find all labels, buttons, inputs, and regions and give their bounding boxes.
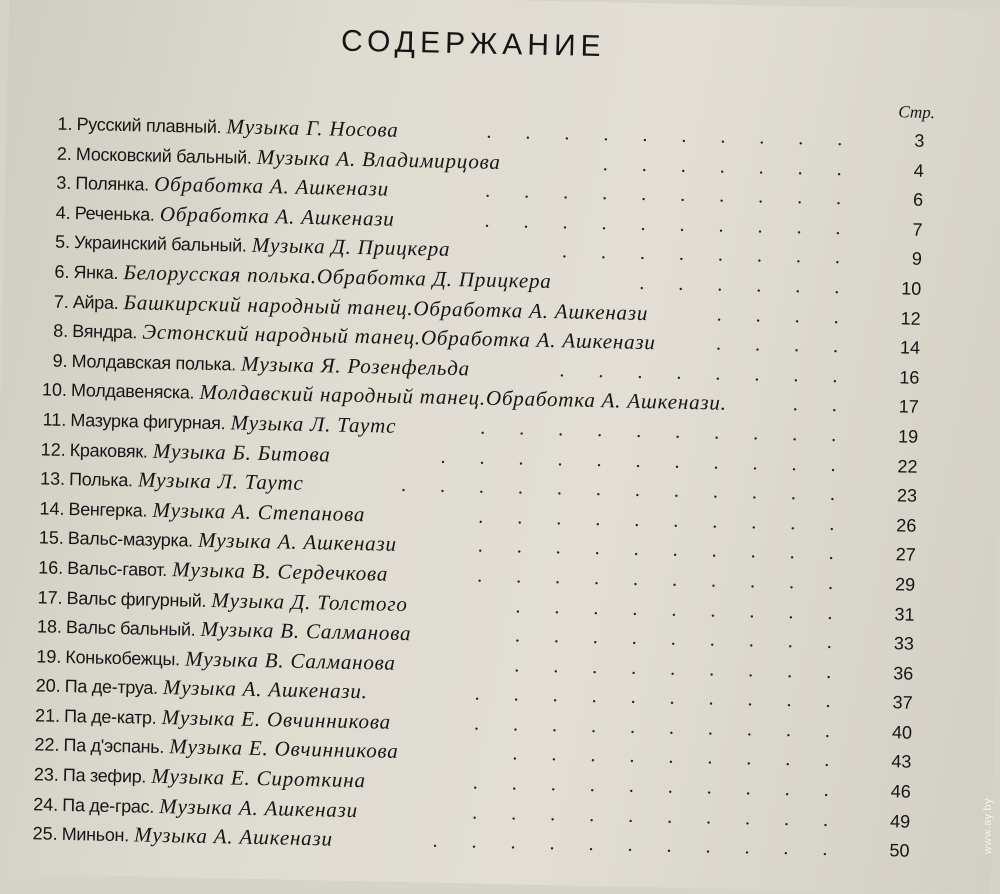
entry-number: 19. <box>36 646 62 667</box>
entry-description: Музыка Е. Овчинникова <box>161 704 392 734</box>
entry-number: 22. <box>34 734 60 756</box>
entry-dance-name: Мазурка фигурная. <box>70 409 226 434</box>
leader-dots: ......... <box>515 594 867 625</box>
entry-number: 11. <box>42 409 67 430</box>
entry-number: 17. <box>37 586 63 608</box>
watermark: www.ay.by <box>982 797 994 854</box>
entry-number: 5. <box>54 232 71 253</box>
leader-dots: .. <box>792 393 872 418</box>
entry-page-number: 7 <box>912 219 923 240</box>
entry-dance-name: Па зефир. <box>62 764 147 787</box>
entry-page-number: 3 <box>914 130 925 151</box>
entry-description: Музыка Б. Битова <box>152 438 331 466</box>
entry-description: Музыка Д. Толстого <box>211 587 408 616</box>
entry-number: 10. <box>41 379 68 401</box>
page-column-label: Стр. <box>898 102 936 123</box>
leader-dots: .......... <box>478 505 869 536</box>
entry-description: Музыка А. Степанова <box>152 497 366 526</box>
entry-dance-name: Вальс-мазурка. <box>67 528 194 551</box>
entry-number: 18. <box>36 616 63 637</box>
entry-number: 7. <box>53 291 70 312</box>
entry-number: 12. <box>40 438 66 460</box>
leader-dots: .......... <box>486 120 877 151</box>
entry-page-number: 40 <box>891 722 913 743</box>
entry-number: 3. <box>56 172 72 194</box>
table-of-contents <box>21 108 936 867</box>
leader-dots: .......... <box>472 771 864 802</box>
leader-dots: .......... <box>472 801 863 832</box>
entry-description: Музыка А. Ашкенази <box>197 528 398 557</box>
entry-dance-name: Миньон. <box>61 824 130 846</box>
leader-dots: ............ <box>400 474 870 506</box>
entry-number: 24. <box>33 793 59 815</box>
entry-page-number: 23 <box>896 485 918 506</box>
leader-dots: .......... <box>474 682 865 713</box>
entry-description: Музыка А. Владимирцова <box>256 144 501 174</box>
entry-description: Молдавский народный танец.Обработка А. Ашкенази. <box>199 380 728 416</box>
entry-number: 6. <box>54 261 70 282</box>
entry-page-number: 14 <box>899 337 921 358</box>
entry-dance-name: Конькобежцы. <box>65 646 181 670</box>
leader-dots: .......... <box>477 534 868 566</box>
entry-dance-name: Па де-труа. <box>64 676 159 699</box>
entry-dance-name: Московский бальный. <box>75 143 252 168</box>
entry-page-number: 16 <box>899 367 920 388</box>
entry-number: 21. <box>34 705 61 726</box>
entry-description: Белорусская полька.Обработка Д. Прицкера <box>123 260 552 294</box>
entry-dance-name: Краковяк. <box>69 439 148 462</box>
leader-dots: .... <box>716 303 873 329</box>
entry-dance-name: Вальс-гавот. <box>67 557 168 580</box>
entry-dance-name: Молдавская полька. <box>71 350 237 375</box>
leader-dots: .......... <box>473 712 865 743</box>
entry-description: Башкирский народный танец.Обработка А. Ашкенази <box>123 289 649 325</box>
entry-description: Музыка Е. Сироткина <box>151 763 367 793</box>
entry-description: Музыка А. Ашкенази <box>159 793 359 822</box>
entry-number: 25. <box>32 823 58 845</box>
leader-dots: ......... <box>514 654 866 684</box>
leader-dots: ....... <box>602 152 877 181</box>
leader-dots: ...... <box>639 271 874 299</box>
leader-dots: ........ <box>561 240 875 270</box>
leader-dots: .......... <box>485 179 876 210</box>
entry-page-number: 26 <box>896 515 917 536</box>
entry-number: 20. <box>35 675 62 697</box>
entry-dance-name: Па д'эспань. <box>63 735 165 758</box>
entry-page-number: 22 <box>897 455 918 477</box>
entry-dance-name: Венгерка. <box>68 498 148 521</box>
entry-page-number: 27 <box>895 544 916 566</box>
entry-page-number: 6 <box>912 189 924 210</box>
entry-number: 15. <box>38 527 65 549</box>
entry-page-number: 33 <box>893 633 915 654</box>
entry-number: 9. <box>52 350 68 371</box>
entry-description: Музыка В. Салманова <box>184 646 397 675</box>
entry-description: Музыка В. Салманова <box>200 616 412 646</box>
entry-dance-name: Янка. <box>73 262 119 283</box>
entry-description: Музыка А. Ашкенази <box>133 822 334 851</box>
entry-description: Музыка Л. Таутс <box>137 467 304 496</box>
entry-description: Музыка В. Сердечкова <box>171 557 389 586</box>
entry-dance-name: Русский плавный. <box>76 114 222 138</box>
entry-number: 14. <box>39 498 65 519</box>
entry-page-number: 12 <box>900 307 921 329</box>
entry-description: Обработка А. Ашкенази <box>153 171 390 201</box>
entry-page-number: 10 <box>901 278 922 299</box>
entry-page-number: 49 <box>889 810 911 832</box>
entry-dance-name: Реченька. <box>74 202 155 225</box>
entry-number: 13. <box>39 468 66 490</box>
leader-dots: .......... <box>484 209 875 240</box>
entry-page-number: 9 <box>911 248 923 270</box>
entry-dance-name: Полянка. <box>75 173 150 195</box>
entry-dance-name: Украинский бальный. <box>73 232 247 257</box>
leader-dots: .......... <box>480 416 871 447</box>
entry-number: 1. <box>57 113 73 134</box>
entry-dance-name: Па де-грас. <box>62 794 155 817</box>
leader-dots: ......... <box>512 742 864 773</box>
entry-dance-name: Па де-катр. <box>63 705 157 728</box>
entry-page-number: 36 <box>893 662 914 684</box>
entry-description: Обработка А. Ашкенази <box>159 201 395 231</box>
page-title: СОДЕРЖАНИЕ <box>340 24 606 64</box>
entry-description: Музыка А. Ашкенази. <box>162 675 368 704</box>
entry-number: 8. <box>53 320 69 342</box>
entry-page-number: 46 <box>890 781 911 802</box>
entry-page-number: 17 <box>898 396 920 418</box>
entry-description: Музыка Л. Таутс <box>230 410 397 438</box>
entry-page-number: 19 <box>897 426 919 447</box>
entry-dance-name: Молдавеняска. <box>70 380 195 403</box>
leader-dots: ........ <box>559 358 872 388</box>
entry-description: Музыка Д. Прицкера <box>251 233 451 262</box>
entry-dance-name: Айра. <box>72 291 119 313</box>
entry-page-number: 4 <box>913 160 924 181</box>
entry-number: 16. <box>38 557 64 578</box>
entry-page-number: 37 <box>892 692 913 713</box>
entry-number: 2. <box>56 143 73 164</box>
entry-number: 4. <box>55 202 71 223</box>
entry-description: Музыка Г. Носова <box>226 114 399 142</box>
entry-dance-name: Вяндра. <box>72 321 138 343</box>
leader-dots: .......... <box>476 564 868 595</box>
leader-dots: ........... <box>440 445 870 477</box>
entry-description: Музыка Я. Розенфельда <box>240 351 471 381</box>
entry-description: Музыка Е. Овчинникова <box>169 734 399 764</box>
leader-dots: .... <box>715 332 873 358</box>
leader-dots: ........... <box>432 829 862 861</box>
entry-page-number: 50 <box>889 840 910 861</box>
entry-page-number: 31 <box>894 603 915 625</box>
leader-dots: ......... <box>514 624 867 654</box>
entry-page-number: 29 <box>894 574 916 595</box>
entry-dance-name: Вальс фигурный. <box>66 587 207 611</box>
entry-number: 23. <box>33 764 60 785</box>
entry-page-number: 43 <box>891 751 912 773</box>
entry-description: Эстонский народный танец.Обработка А. Ашкенази <box>142 319 656 355</box>
entry-dance-name: Вальс бальный. <box>65 617 196 640</box>
entry-dance-name: Полька. <box>68 469 133 491</box>
